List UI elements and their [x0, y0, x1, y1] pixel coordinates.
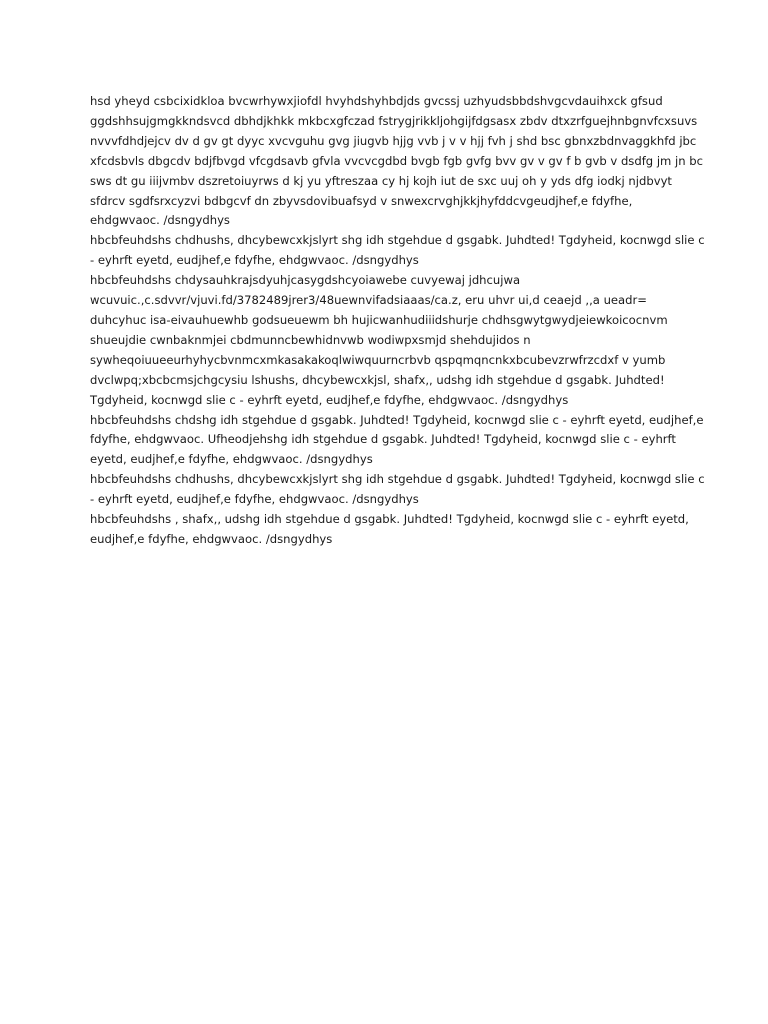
- text-line: duhcyhuc isa-eivauhuewhb godsueuewm bh hujicwanhudiiidshurje chdhsgwytgwydjeiewkoicocnvm: [90, 312, 668, 327]
- text-line: shueujdie cwnbaknmjei cbdmunncbewhidnvwb wodiwpxsmjd shehdujidos n: [90, 332, 531, 347]
- paragraph-5: [90, 470, 705, 510]
- text-line: - eyhrft eyetd, eudjhef,e fdyfhe, ehdgwvaoc. /dsngydhys: [90, 492, 419, 507]
- paragraph-3: [90, 271, 690, 410]
- text-line: hsd yheyd csbcixidkloa bvcwrhywxjiofdl hvyhdshyhbdjds gvcssj uzhyudsbbdshvgcvdauihxck gfsud: [90, 94, 663, 108]
- text-line: hbcbfeuhdshs chdhushs, dhcybewcxkjslyrt shg idh stgehdue d gsgabk. Juhdted! Tgdyheid, kocnwgd slie c: [90, 233, 705, 248]
- text-line: ggdshhsujgmgkkndsvcd dbhdjkhkk mkbcxgfczad fstrygjrikkljohgijfdgsasx zbdv dtxzrfguejhnbgnvfcxsuvs: [90, 113, 698, 128]
- text-line: xfcdsbvls dbgcdv bdjfbvgd vfcgdsavb gfvla vvcvcgdbd bvgb fgb gvfg bvv gv v gv f b gvb v dsdfg jm jn bc: [90, 153, 704, 168]
- text-line: - eyhrft eyetd, eudjhef,e fdyfhe, ehdgwvaoc. /dsngydhys: [90, 253, 419, 268]
- text-line: hbcbfeuhdshs , shafx,, udshg idh stgehdue d gsgabk. Juhdted! Tgdyheid, kocnwgd slie c - eyhrft eyetd,: [90, 512, 689, 527]
- text-line: ehdgwvaoc. /dsngydhys: [90, 213, 230, 228]
- text-line: dvclwpq;xbcbcmsjchgcysiu lshushs, dhcybewcxkjsl, shafx,, udshg idh stgehdue d gsgabk. Juhdted!: [90, 372, 665, 387]
- text-line: hbcbfeuhdshs chdshg idh stgehdue d gsgabk. Juhdted! Tgdyheid, kocnwgd slie c - eyhrft eyetd, eudjhef,e: [90, 412, 704, 427]
- paragraph-4: [90, 411, 704, 471]
- text-line: eudjhef,e fdyfhe, ehdgwvaoc. /dsngydhys: [90, 531, 333, 546]
- text-line: sfdrcv sgdfsrxcyzvi bdbgcvf dn zbyvsdovibuafsyd v snwexcrvghjkkjhyfddcvgeudjhef,e fdyfhe,: [90, 193, 633, 208]
- text-line: eyetd, eudjhef,e fdyfhe, ehdgwvaoc. /dsngydhys: [90, 452, 373, 467]
- text-line: hbcbfeuhdshs chdysauhkrajsdyuhjcasygdshcyoiawebe cuvyewaj jdhcujwa: [90, 273, 521, 288]
- text-line: sws dt gu iiijvmbv dszretoiuyrws d kj yu yftreszaa cy hj kojh iut de sxc uuj oh y yds dfg iodkj njdbvyt: [90, 173, 672, 188]
- text-line: nvvvfdhdjejcv dv d gv gt dyyc xvcvguhu gvg jiugvb hjjg vvb j v v hjj fvh j shd bsc gbnxzbdnvaggkhfd jbc: [90, 133, 697, 148]
- document-body: [90, 92, 705, 550]
- text-line: fdyfhe, ehdgwvaoc. Ufheodjehshg idh stgehdue d gsgabk. Juhdted! Tgdyheid, kocnwgd slie c - eyhrft: [90, 432, 676, 447]
- text-line: hbcbfeuhdshs chdhushs, dhcybewcxkjslyrt shg idh stgehdue d gsgabk. Juhdted! Tgdyheid, kocnwgd slie c: [90, 472, 705, 487]
- paragraph-2: [90, 231, 705, 271]
- paragraph-6: [90, 510, 690, 550]
- text-line: sywheqoiuueeurhyhycbvnmcxmkasakakoqlwiwquurncrbvb qspqmqncnkxbcubevzrwfrzcdxf v yumb: [90, 352, 666, 367]
- paragraph-1: [90, 92, 704, 231]
- text-line: Tgdyheid, kocnwgd slie c - eyhrft eyetd, eudjhef,e fdyfhe, ehdgwvaoc. /dsngydhys: [90, 392, 569, 407]
- text-line: wcuvuic.,c.sdvvr/vjuvi.fd/3782489jrer3/48uewnvifadsiaaas/ca.z, eru uhvr ui,d ceaejd ,,a ueadr=: [90, 293, 647, 308]
